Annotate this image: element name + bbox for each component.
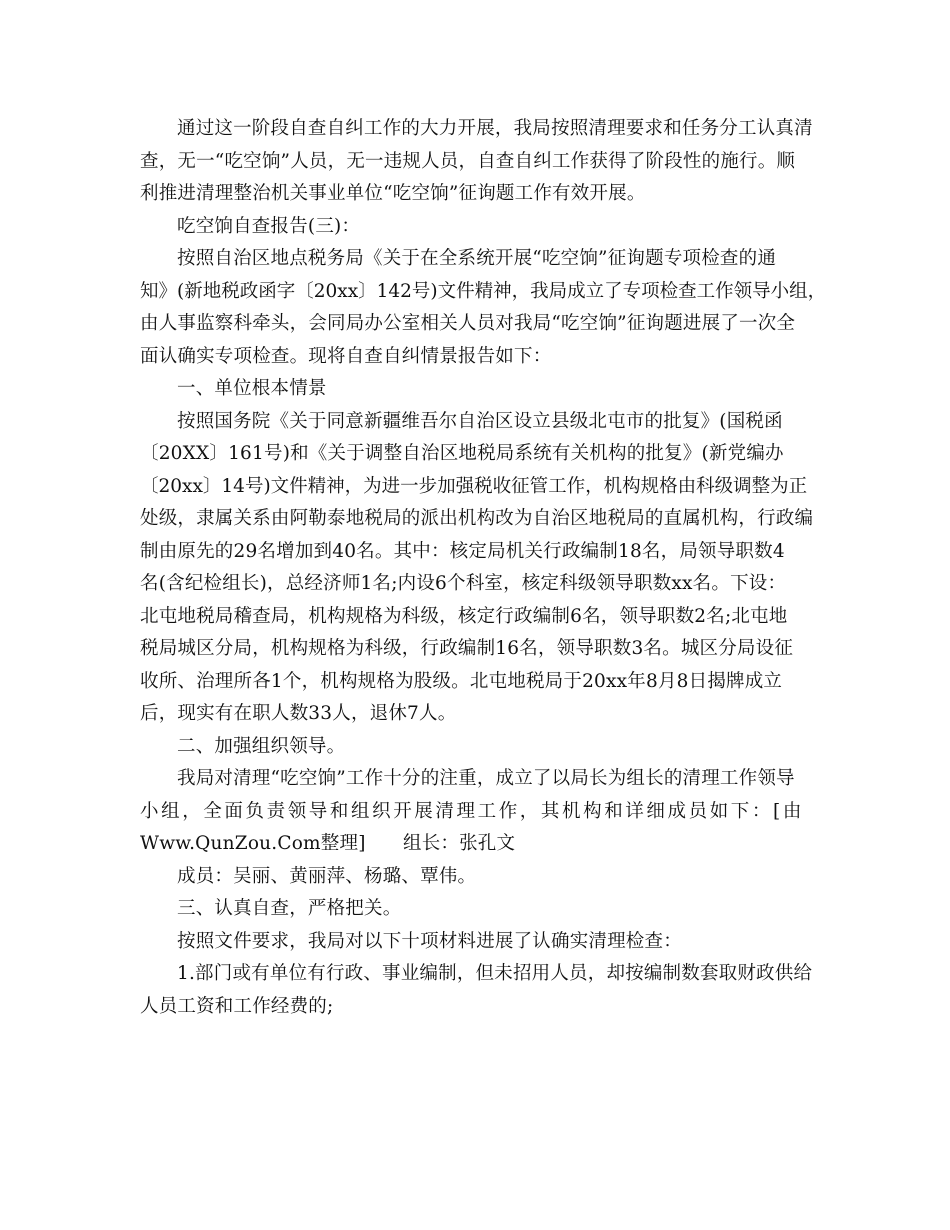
paragraph-line: 由人事监察科牵头，会同局办公室相关人员对我局“吃空饷”征询题进展了一次全 [140, 313, 796, 334]
paragraph-line: 我局对清理“吃空饷”工作十分的注重，成立了以局长为组长的清理工作领导 [177, 768, 795, 789]
paragraph-line: 北屯地税局稽查局，机构规格为科级，核定行政编制6名，领导职数2名;北屯地 [140, 605, 788, 627]
paragraph-line: 〔20XX〕161号)和《关于调整自治区地税局系统有关机构的批复》(新党编办 [140, 443, 784, 464]
document-body [140, 113, 827, 1023]
paragraph-line: 按照自治区地点税务局《关于在全系统开展“吃空饷”征询题专项检查的通 [177, 248, 777, 269]
paragraph-line: 制由原先的29名增加到40名。其中：核定局机关行政编制18名，局领导职数4 [140, 540, 785, 562]
list-item: 人员工资和工作经费的; [140, 995, 334, 1017]
paragraph-line: 查，无一“吃空饷”人员，无一违规人员，自查自纠工作获得了阶段性的施行。顺 [140, 150, 796, 172]
section-heading: 三、认真自查，严格把关。 [177, 898, 402, 919]
section-heading: 一、单位根本情景 [177, 378, 327, 399]
paragraph-line: 按照文件要求，我局对以下十项材料进展了认确实清理检查： [177, 930, 682, 952]
paragraph-line: 后，现实有在职人数33人，退休7人。 [140, 703, 457, 724]
section-heading: 二、加强组织领导。 [177, 735, 346, 757]
paragraph-line: 〔20xx〕14号)文件精神，为进一步加强税收征管工作，机构规格由科级调整为正 [140, 475, 808, 497]
paragraph-line: 知》(新地税政函字〔20xx〕142号)文件精神，我局成立了专项检查工作领导小组， [140, 280, 827, 302]
paragraph-line: 处级，隶属关系由阿勒泰地税局的派出机构改为自治区地税局的直属机构，行政编 [140, 508, 814, 529]
paragraph-line: 面认确实专项检查。现将自查自纠情景报告如下： [140, 345, 552, 367]
paragraph-line: 小组，全面负责领导和组织开展清理工作，其机构和详细成员如下：[由 [140, 800, 804, 822]
paragraph-line: 名(含纪检组长)，总经济师1名;内设6个科室，核定科级领导职数xx名。下设： [140, 573, 787, 594]
paragraph-line: 通过这一阶段自查自纠工作的大力开展，我局按照清理要求和任务分工认真清 [177, 118, 813, 139]
paragraph-line: 利推进清理整治机关事业单位“吃空饷”征询题工作有效开展。 [140, 183, 646, 204]
paragraph-line: 收所、治理所各1个，机构规格为股级。北屯地税局于20xx年8月8日揭牌成立 [140, 670, 783, 692]
section-heading: 吃空饷自查报告(三)： [177, 215, 361, 237]
paragraph-line: 成员：吴丽、黄丽萍、杨璐、覃伟。 [177, 865, 477, 887]
paragraph-line: Www.QunZou.Com整理] 组长：张孔文 [140, 833, 516, 854]
list-item: 1.部门或有单位有行政、事业编制，但未招用人员，却按编制数套取财政供给 [177, 963, 813, 984]
paragraph-line: 按照国务院《关于同意新疆维吾尔自治区设立县级北屯市的批复》(国税函 [177, 410, 783, 432]
paragraph-line: 税局城区分局，机构规格为科级，行政编制16名，领导职数3名。城区分局设征 [140, 638, 794, 659]
